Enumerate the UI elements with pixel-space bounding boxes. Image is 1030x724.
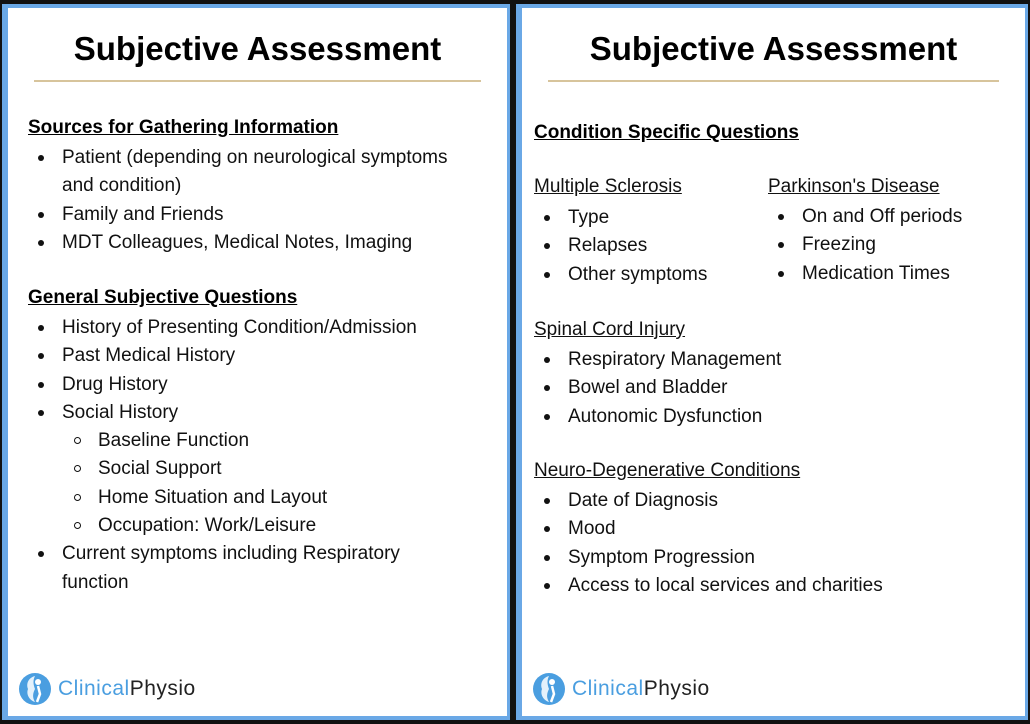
list-item: Patient (depending on neurological symptoms and condition) (28, 144, 468, 201)
list-item: Freezing (768, 231, 1018, 259)
right-slide (516, 4, 1028, 720)
general-heading: General Subjective Questions (28, 287, 298, 308)
list-item: Access to local services and charities (534, 572, 1014, 600)
list-item: Other symptoms (534, 261, 754, 289)
ndc-heading: Neuro-Degenerative Conditions (534, 460, 801, 481)
list-item: Type (534, 204, 754, 232)
list-item: MDT Colleagues, Medical Notes, Imaging (28, 229, 468, 257)
list-item: Family and Friends (28, 201, 468, 229)
list-item: Autonomic Dysfunction (534, 403, 974, 431)
list-item: Bowel and Bladder (534, 374, 974, 402)
list-item: Drug History (28, 371, 488, 399)
pd-list (768, 203, 1018, 288)
sci-heading: Spinal Cord Injury (534, 319, 686, 340)
ms-heading: Multiple Sclerosis (534, 176, 682, 197)
logo-text: ClinicalPhysio (58, 677, 196, 700)
list-item: History of Presenting Condition/Admission (28, 314, 488, 342)
sources-heading: Sources for Gathering Information (28, 117, 339, 138)
list-item: Social History (28, 399, 488, 427)
sources-list (28, 144, 468, 257)
list-item: Medication Times (768, 260, 1018, 288)
list-item: Date of Diagnosis (534, 487, 1014, 515)
left-slide (2, 4, 510, 720)
ms-list (534, 204, 754, 289)
list-item: Symptom Progression (534, 544, 1014, 572)
list-item: On and Off periods (768, 203, 1018, 231)
sub-list-item: Home Situation and Layout (28, 484, 488, 512)
list-item: Mood (534, 515, 1014, 543)
pd-heading: Parkinson's Disease (768, 176, 940, 197)
sub-list-item: Occupation: Work/Leisure (28, 512, 488, 540)
list-item: Respiratory Management (534, 346, 974, 374)
title-divider (548, 80, 999, 82)
clinicalphysio-logo (18, 672, 196, 706)
slide-title: Subjective Assessment (73, 30, 442, 67)
brain-figure-icon (18, 672, 52, 706)
condition-heading: Condition Specific Questions (534, 122, 799, 143)
sub-list-item: Social Support (28, 455, 488, 483)
clinicalphysio-logo (532, 672, 710, 706)
list-item: Current symptoms including Respiratory function (28, 540, 467, 597)
slide-title: Subjective Assessment (589, 30, 958, 67)
logo-text: ClinicalPhysio (572, 677, 710, 700)
sub-list-item: Baseline Function (28, 427, 488, 455)
list-item: Past Medical History (28, 342, 488, 370)
general-list (28, 314, 488, 597)
ndc-list (534, 487, 1014, 600)
list-item: Relapses (534, 232, 754, 260)
sci-list (534, 346, 974, 431)
title-divider (34, 80, 481, 82)
brain-figure-icon (532, 672, 566, 706)
